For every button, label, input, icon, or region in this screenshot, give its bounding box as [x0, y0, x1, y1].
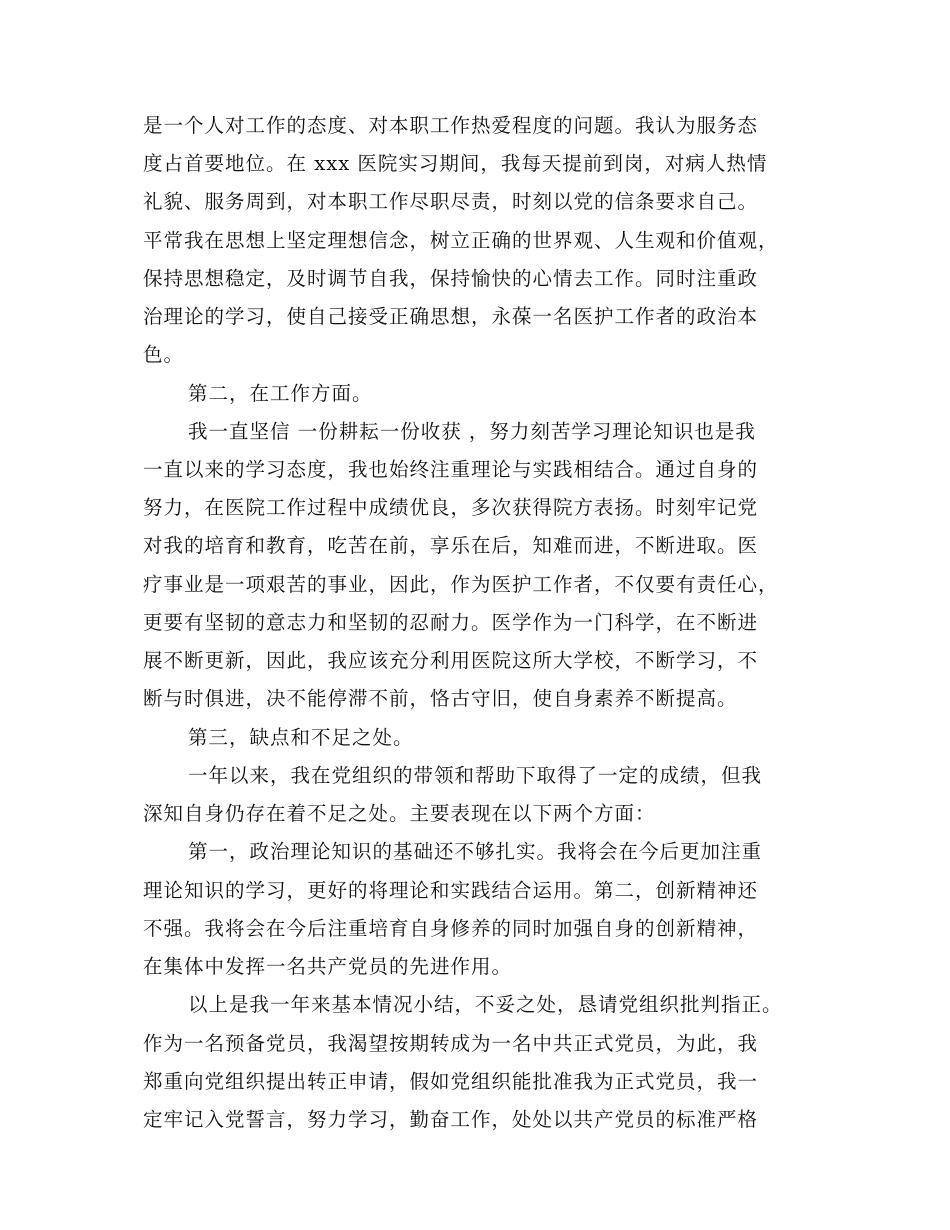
text-line: 第一，政治理论知识的基础还不够扎实。我将会在今后更加注重 [188, 840, 763, 863]
text-line: 努力，在医院工作过程中成绩优良，多次获得院方表扬。时刻牢记党 [143, 496, 759, 519]
text-line: 对我的培育和教育，吃苦在前，享乐在后，知难而进，不断进取。医 [143, 534, 759, 557]
text-line: 我一直坚信 一份耕耘一份收获 ，努力刻苦学习理论知识也是我 [188, 420, 756, 443]
text-line: 作为一名预备党员，我渴望按期转成为一名中共正式党员，为此，我 [143, 1032, 759, 1055]
text-line: 一直以来的学习态度，我也始终注重理论与实践相结合。通过自身的 [143, 458, 759, 481]
text-line: 定牢记入党誓言，努力学习，勤奋工作，处处以共产党员的标准严格 [143, 1108, 759, 1131]
text-line: 郑重向党组织提出转正申请，假如党组织能批准我为正式党员，我一 [143, 1070, 759, 1093]
text-line: 在集体中发挥一名共产党员的先进作用。 [143, 955, 513, 978]
text-line: 度占首要地位。在 xxx 医院实习期间，我每天提前到岗，对病人热情 [143, 152, 768, 175]
text-line: 不强。我将会在今后注重培育自身修养的同时加强自身的创新精神， [143, 917, 759, 940]
text-line: 断与时俱进，决不能停滞不前，恪古守旧，使自身素养不断提高。 [143, 687, 738, 710]
text-line: 治理论的学习，使自己接受正确思想，永葆一名医护工作者的政治本 [143, 305, 759, 328]
text-line: 是一个人对工作的态度、对本职工作热爱程度的问题。我认为服务态 [143, 114, 759, 137]
text-line: 理论知识的学习，更好的将理论和实践结合运用。第二，创新精神还 [143, 879, 759, 902]
text-line: 平常我在思想上坚定理想信念，树立正确的世界观、人生观和价值观， [143, 229, 779, 252]
text-line: 深知自身仍存在着不足之处。主要表现在以下两个方面： [143, 802, 656, 825]
text-line: 保持思想稳定，及时调节自我，保持愉快的心情去工作。同时注重政 [143, 267, 759, 290]
section-heading: 第三，缺点和不足之处。 [188, 726, 414, 749]
text-line: 礼貌、服务周到，对本职工作尽职尽责，时刻以党的信条要求自己。 [143, 190, 759, 213]
text-line: 展不断更新，因此，我应该充分利用医院这所大学校，不断学习，不 [143, 649, 759, 672]
text-line: 一年以来，我在党组织的带领和帮助下取得了一定的成绩，但我 [188, 764, 763, 787]
section-heading: 第二，在工作方面。 [188, 382, 373, 405]
text-line: 以上是我一年来基本情况小结，不妥之处，恳请党组织批判指正。 [188, 993, 783, 1016]
text-line: 疗事业是一项艰苦的事业，因此，作为医护工作者，不仅要有责任心， [143, 573, 779, 596]
text-line: 更要有坚韧的意志力和坚韧的忍耐力。医学作为一门科学，在不断进 [143, 611, 759, 634]
text-line: 色。 [143, 343, 185, 366]
